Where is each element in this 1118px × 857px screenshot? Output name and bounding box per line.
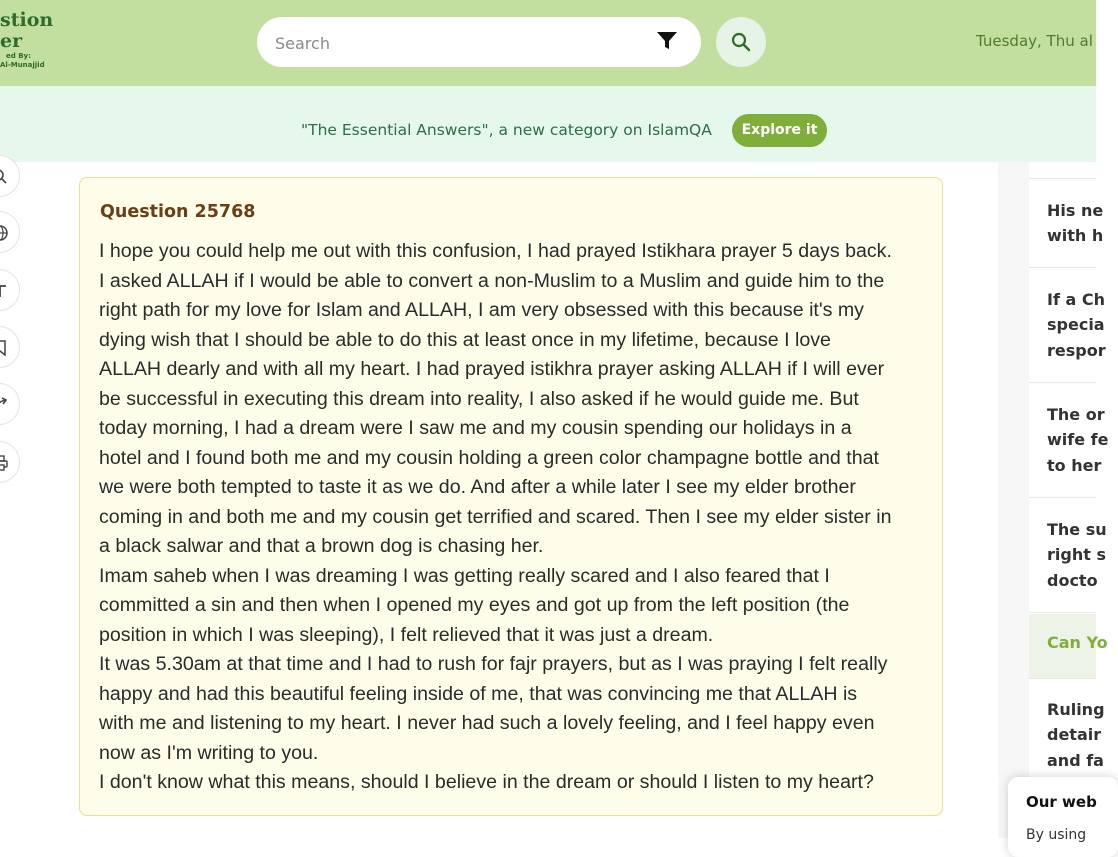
- search-input[interactable]: [273, 17, 647, 69]
- site-header: [0, 0, 1096, 86]
- logo-line-1: stion: [0, 9, 54, 31]
- related-question-line: respor: [1047, 341, 1106, 360]
- question-title: Question 25768: [100, 202, 256, 222]
- search-box: [257, 17, 701, 67]
- divider: [1029, 612, 1096, 613]
- question-card: [79, 177, 943, 816]
- divider: [1029, 178, 1096, 179]
- question-line: we were both tempted to taste it as we do. And after a while later I see my elder brother: [99, 476, 856, 498]
- globe-icon[interactable]: [0, 211, 20, 253]
- print-icon[interactable]: [0, 441, 20, 483]
- related-question-item-active[interactable]: [1029, 614, 1108, 678]
- filter-icon[interactable]: [656, 31, 678, 53]
- question-line: be successful in executing this dream into reality, I also asked if he would guide me. But: [99, 387, 859, 410]
- question-line: right path for my love for Islam and ALLAH, I am very obsessed with this because it's my: [99, 299, 864, 321]
- related-question-line: The su: [1047, 520, 1107, 539]
- divider: [1029, 267, 1096, 268]
- question-line: coming in and both me and my cousin get terrified and scared. Then I see my elder sister in: [99, 505, 892, 528]
- explore-button[interactable]: Explore it: [732, 114, 827, 147]
- related-question-line: docto: [1047, 571, 1098, 590]
- question-line: dying wish that I should be able to do this at least once in my lifetime, because I love: [99, 328, 831, 351]
- divider: [1029, 382, 1096, 383]
- question-line: committed a sin and then when I opened my eyes and got up from the left position (the: [99, 594, 850, 616]
- related-question-line: Ruling: [1047, 700, 1105, 719]
- font-size-icon[interactable]: [0, 269, 20, 311]
- related-question-line: His ne: [1047, 201, 1104, 220]
- question-line: I don't know what this means, should I believe in the dream or should I listen to my heart?: [99, 771, 874, 793]
- question-line: with me and listening to my heart. I never had such a lovely feeling, and I feel happy even: [99, 712, 875, 734]
- related-question-line: If a Ch: [1047, 290, 1105, 309]
- question-line: ALLAH dearly and with all my heart. I had prayed istikhra prayer asking ALLAH if I will ever: [99, 358, 885, 380]
- related-question-line: detair: [1047, 725, 1102, 744]
- related-question-line: wife fe: [1047, 430, 1109, 449]
- related-question-line: with h: [1047, 226, 1104, 245]
- logo-line-3: ed By:: [6, 52, 31, 60]
- related-question-line: to her: [1047, 456, 1102, 475]
- question-body: [99, 237, 929, 798]
- question-line: I asked ALLAH if I would be able to convert a non-Muslim to a Muslim and guide him to the: [99, 269, 885, 292]
- logo-line-4: Al-Munajjid: [0, 61, 45, 69]
- question-line: a black salwar and that a brown dog is chasing her.: [99, 535, 544, 557]
- share-icon[interactable]: [0, 383, 20, 425]
- question-line: It was 5.30am at that time and I had to rush for fajr prayers, but as I was praying I felt really: [99, 653, 888, 675]
- related-question-line: Can Yo: [1047, 633, 1108, 652]
- related-question-line: and fa: [1047, 751, 1104, 770]
- question-line: hotel and I found both me and my cousin holding a green color champagne bottle and that: [99, 446, 879, 469]
- related-question-line: The or: [1047, 405, 1105, 424]
- question-line: now as I'm writing to you.: [99, 741, 319, 764]
- related-question-line: right s: [1047, 545, 1106, 564]
- cookie-notice: [1008, 777, 1118, 857]
- logo-line-2: er: [0, 30, 23, 52]
- cookie-title: Our web: [1026, 793, 1097, 811]
- question-line: happy and had this beautiful feeling inside of me, that was convincing me that ALLAH is: [99, 682, 858, 705]
- search-button[interactable]: [716, 17, 766, 67]
- cookie-text: By using: [1026, 827, 1087, 843]
- question-line: position in which I was sleeping), I felt relieved that it was just a dream.: [99, 623, 714, 646]
- question-line: Imam saheb when I was dreaming I was getting really scared and I also feared that I: [99, 564, 830, 587]
- divider: [1029, 497, 1096, 498]
- date-text: Tuesday, Thu al: [976, 32, 1093, 50]
- bookmark-icon[interactable]: [0, 326, 20, 368]
- announcement-text: "The Essential Answers", a new category on IslamQA: [301, 121, 712, 139]
- related-questions-panel: [1029, 162, 1109, 838]
- announcement-bar: [0, 86, 1096, 162]
- search-icon: [731, 32, 751, 52]
- question-line: I hope you could help me out with this confusion, I had prayed Istikhara prayer 5 days back.: [99, 240, 892, 262]
- divider: [1029, 678, 1096, 679]
- question-line: today morning, I had a dream were I saw me and my cousin spending our holidays in a: [99, 417, 852, 439]
- related-question-line: specia: [1047, 315, 1105, 334]
